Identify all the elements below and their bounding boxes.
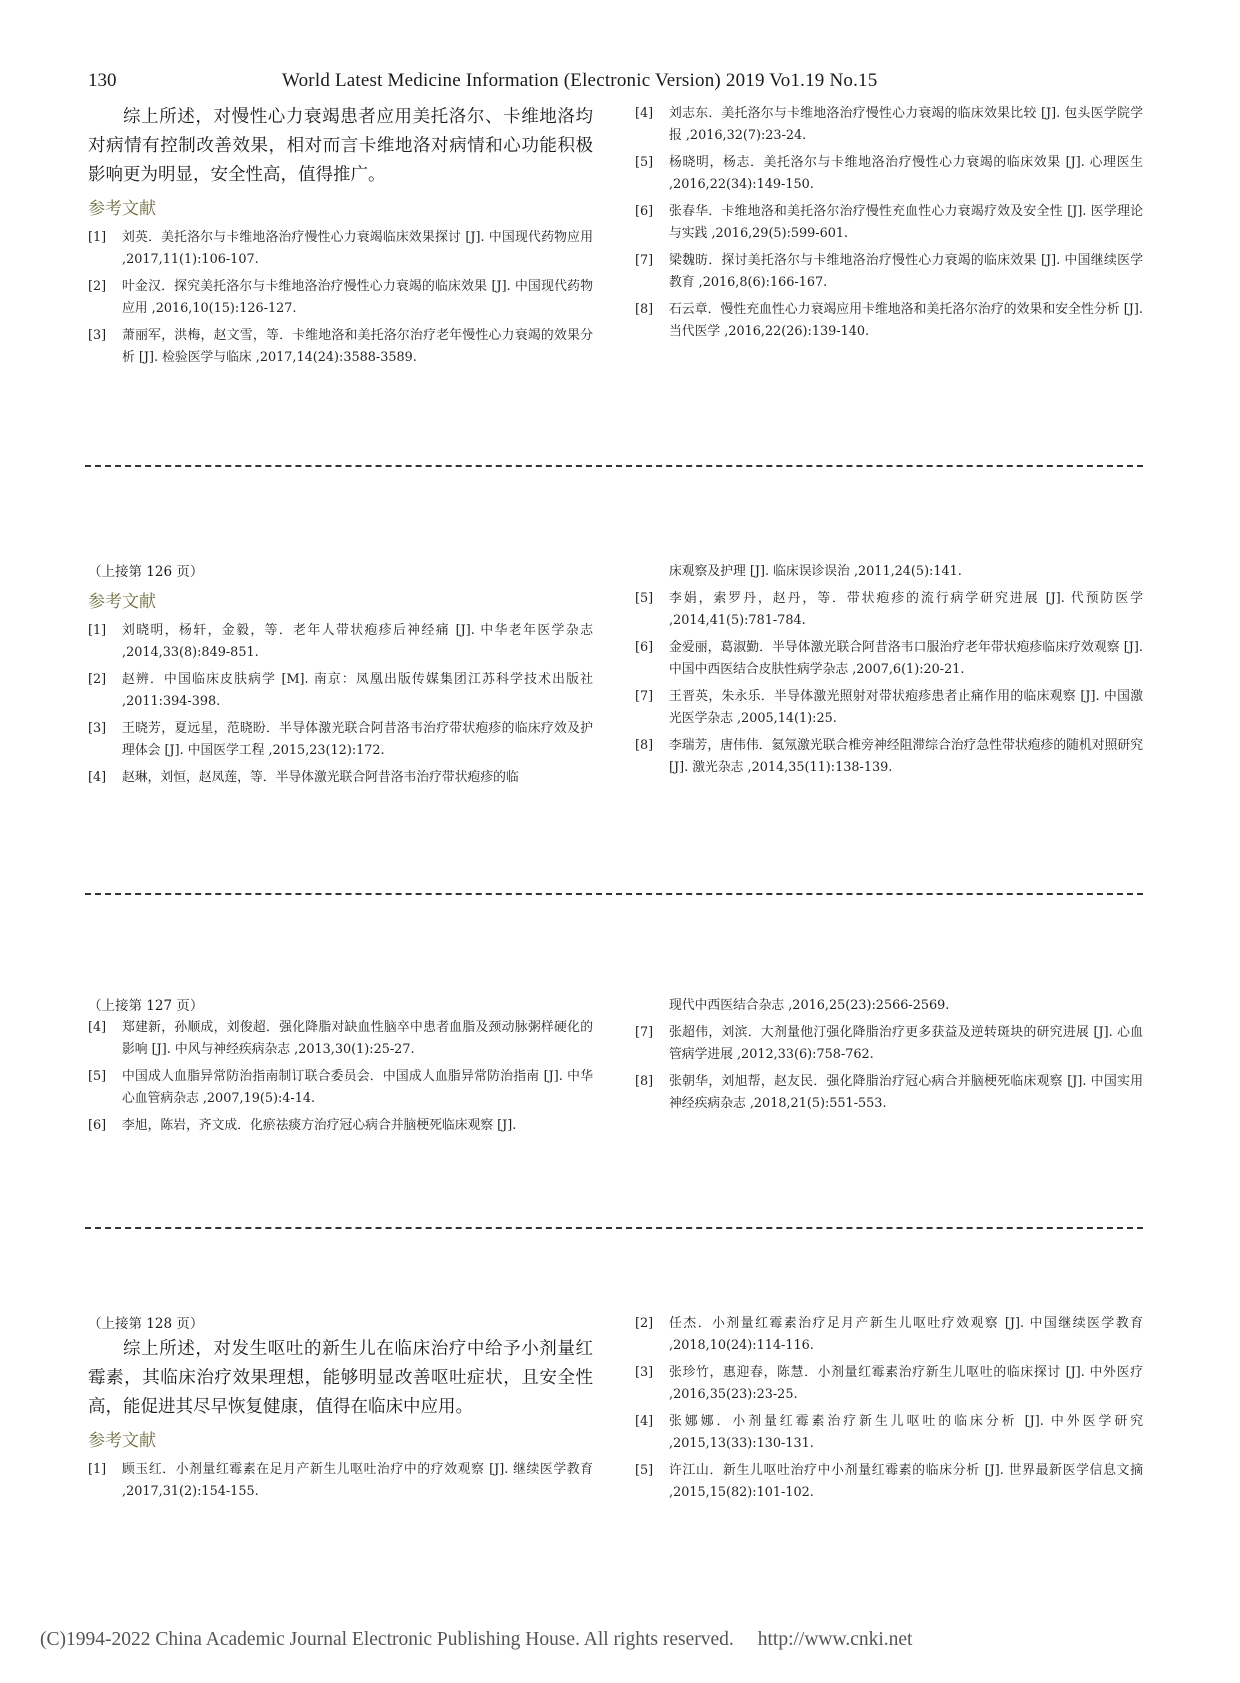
- reference-text: 梁魏昉．探讨美托洛尔与卡维地洛治疗慢性心力衰竭的临床效果 [J]. 中国继续医学教育 ,2016,8(6):166-167.: [669, 253, 1143, 290]
- reference-item: [88, 718, 593, 762]
- reference-number: [3]: [88, 721, 107, 736]
- reference-item: [635, 1022, 1143, 1066]
- reference-item: [88, 1017, 593, 1061]
- section-divider: [85, 465, 1143, 467]
- reference-text: 中国成人血脂异常防治指南制订联合委员会．中国成人血脂异常防治指南 [J]. 中华心血管病杂志 ,2007,19(5):4-14.: [122, 1069, 593, 1106]
- references-heading: 参考文献: [88, 592, 156, 612]
- reference-item: [88, 767, 593, 789]
- reference-number: [5]: [635, 1463, 654, 1478]
- reference-number: [7]: [635, 689, 654, 704]
- reference-item: [88, 620, 593, 664]
- right-column: [635, 103, 1143, 348]
- reference-text: 张娜娜．小剂量红霉素治疗新生儿呕吐的临床分析 [J]. 中外医学研究 ,2015,13(33):130-131.: [669, 1414, 1143, 1451]
- reference-item: [635, 735, 1143, 779]
- reference-text: 杨晓明，杨志．美托洛尔与卡维地洛治疗慢性心力衰竭的临床效果 [J]. 心理医生 ,2016,22(34):149-150.: [669, 155, 1143, 192]
- reference-number: [1]: [88, 623, 107, 638]
- conclusion-paragraph: 综上所述，对发生呕吐的新生儿在临床治疗中给予小剂量红霉素，其临床治疗效果理想，能够明显改善呕吐症状，且安全性高，能促进其尽早恢复健康，值得在临床中应用。: [88, 1339, 593, 1417]
- reference-number: [5]: [635, 591, 654, 606]
- page-header: [0, 70, 1240, 100]
- right-column: [635, 1313, 1143, 1509]
- reference-item: [635, 103, 1143, 147]
- journal-title: World Latest Medicine Information (Electronic Version) 2019 Vo1.19 No.15: [282, 70, 878, 91]
- reference-number: [4]: [88, 1020, 107, 1035]
- reference-text: 顾玉红．小剂量红霉素在足月产新生儿呕吐治疗中的疗效观察 [J]. 继续医学教育 ,2017,31(2):154-155.: [122, 1462, 593, 1499]
- reference-text: 李娟，索罗丹，赵丹，等．带状疱疹的流行病学研究进展 [J]. 代预防医学 ,2014,41(5):781-784.: [669, 591, 1143, 628]
- left-column: [88, 103, 593, 374]
- reference-item: [88, 325, 593, 369]
- continuation-note: （上接第 127 页）: [88, 998, 204, 1014]
- reference-number: [3]: [635, 1365, 654, 1380]
- reference-number: [4]: [635, 106, 654, 121]
- continuation-note: （上接第 126 页）: [88, 564, 204, 580]
- reference-number: [6]: [635, 204, 654, 219]
- reference-number: [3]: [88, 328, 107, 343]
- reference-number: [6]: [88, 1118, 107, 1133]
- reference-continuation: 现代中西医结合杂志 ,2016,25(23):2566-2569.: [669, 998, 950, 1013]
- copyright-text: (C)1994-2022 China Academic Journal Electronic Publishing House. All rights reserved.: [40, 1629, 734, 1650]
- reference-number: [4]: [88, 770, 107, 785]
- reference-item: [635, 152, 1143, 196]
- reference-number: [8]: [635, 1074, 654, 1089]
- copyright-footer: [40, 1629, 1200, 1651]
- section-divider: [85, 1227, 1143, 1229]
- reference-number: [8]: [635, 302, 654, 317]
- reference-number: [1]: [88, 1462, 107, 1477]
- reference-text: 郑建新，孙顺成，刘俊超．强化降脂对缺血性脑卒中患者血脂及颈动脉粥样硬化的影响 [J]. 中风与神经疾病杂志 ,2013,30(1):25-27.: [122, 1020, 593, 1057]
- reference-item: [635, 250, 1143, 294]
- reference-number: [8]: [635, 738, 654, 753]
- reference-text: 任杰．小剂量红霉素治疗足月产新生儿呕吐疗效观察 [J]. 中国继续医学教育 ,2018,10(24):114-116.: [669, 1316, 1143, 1353]
- right-column: [635, 995, 1143, 1120]
- section-divider: [85, 893, 1143, 895]
- reference-text: 赵琳，刘恒，赵凤莲，等．半导体激光联合阿昔洛韦治疗带状疱疹的临: [122, 770, 519, 785]
- reference-item: [635, 299, 1143, 343]
- reference-text: 张珍竹，惠迎春，陈慧．小剂量红霉素治疗新生儿呕吐的临床探讨 [J]. 中外医疗 ,2016,35(23):23-25.: [669, 1365, 1143, 1402]
- reference-number: [6]: [635, 640, 654, 655]
- reference-text: 刘志东．美托洛尔与卡维地洛治疗慢性心力衰竭的临床效果比较 [J]. 包头医学院学报 ,2016,32(7):23-24.: [669, 106, 1143, 143]
- reference-text: 金爱丽，葛淑勤．半导体激光联合阿昔洛韦口服治疗老年带状疱疹临床疗效观察 [J]. 中国中西医结合皮肤性病学杂志 ,2007,6(1):20-21.: [669, 640, 1143, 677]
- references-heading: 参考文献: [88, 1431, 156, 1451]
- reference-text: 萧丽军，洪梅，赵文雪，等．卡维地洛和美托洛尔治疗老年慢性心力衰竭的效果分析 [J]. 检验医学与临床 ,2017,14(24):3588-3589.: [122, 328, 593, 365]
- reference-item: [635, 1411, 1143, 1455]
- reference-number: [4]: [635, 1414, 654, 1429]
- reference-item: [635, 1362, 1143, 1406]
- reference-number: [5]: [635, 155, 654, 170]
- reference-number: [2]: [88, 672, 107, 687]
- reference-text: 王晋英，朱永乐．半导体激光照射对带状疱疹患者止痛作用的临床观察 [J]. 中国激光医学杂志 ,2005,14(1):25.: [669, 689, 1143, 726]
- left-column: [88, 995, 593, 1142]
- reference-item: [88, 1115, 593, 1137]
- reference-item: [635, 201, 1143, 245]
- reference-item: [635, 1460, 1143, 1504]
- reference-item: [88, 1066, 593, 1110]
- reference-text: 许江山．新生儿呕吐治疗中小剂量红霉素的临床分析 [J]. 世界最新医学信息文摘 ,2015,15(82):101-102.: [669, 1463, 1143, 1500]
- reference-text: 石云章．慢性充血性心力衰竭应用卡维地洛和美托洛尔治疗的效果和安全性分析 [J]. 当代医学 ,2016,22(26):139-140.: [669, 302, 1143, 339]
- reference-number: [2]: [88, 279, 107, 294]
- reference-number: [2]: [635, 1316, 654, 1331]
- cnki-link[interactable]: http://www.cnki.net: [757, 1629, 913, 1650]
- reference-item: [635, 637, 1143, 681]
- left-column: [88, 561, 593, 794]
- reference-text: 李旭，陈岩，齐文成．化瘀祛痰方治疗冠心病合并脑梗死临床观察 [J].: [122, 1118, 517, 1133]
- reference-item: [635, 686, 1143, 730]
- conclusion-paragraph: 综上所述，对慢性心力衰竭患者应用美托洛尔、卡维地洛均对病情有控制改善效果，相对而言卡维地洛对病情和心功能积极影响更为明显，安全性高，值得推广。: [88, 107, 593, 185]
- reference-number: [1]: [88, 230, 107, 245]
- reference-number: [7]: [635, 1025, 654, 1040]
- reference-item: [635, 1313, 1143, 1357]
- reference-item: [88, 227, 593, 271]
- reference-text: 张朝华，刘旭帮，赵友民．强化降脂治疗冠心病合并脑梗死临床观察 [J]. 中国实用神经疾病杂志 ,2018,21(5):551-553.: [669, 1074, 1143, 1111]
- continuation-note: （上接第 128 页）: [88, 1316, 204, 1332]
- references-heading: 参考文献: [88, 199, 156, 219]
- reference-continuation: 床观察及护理 [J]. 临床误诊误治 ,2011,24(5):141.: [669, 564, 962, 579]
- left-column: [88, 1313, 593, 1508]
- reference-number: [5]: [88, 1069, 107, 1084]
- reference-item: [88, 669, 593, 713]
- reference-text: 李瑞芳，唐伟伟．氦氖激光联合椎旁神经阻滞综合治疗急性带状疱疹的随机对照研究 [J]. 激光杂志 ,2014,35(11):138-139.: [669, 738, 1143, 775]
- right-column: [635, 561, 1143, 784]
- reference-text: 刘晓明，杨轩，金毅，等．老年人带状疱疹后神经痛 [J]. 中华老年医学杂志 ,2014,33(8):849-851.: [122, 623, 593, 660]
- reference-item: [635, 588, 1143, 632]
- reference-text: 叶金汉．探究美托洛尔与卡维地洛治疗慢性心力衰竭的临床效果 [J]. 中国现代药物应用 ,2016,10(15):126-127.: [122, 279, 593, 316]
- reference-text: 刘英．美托洛尔与卡维地洛治疗慢性心力衰竭临床效果探讨 [J]. 中国现代药物应用 ,2017,11(1):106-107.: [122, 230, 593, 267]
- reference-item: [635, 1071, 1143, 1115]
- reference-item: [88, 1459, 593, 1503]
- reference-text: 张春华．卡维地洛和美托洛尔治疗慢性充血性心力衰竭疗效及安全性 [J]. 医学理论与实践 ,2016,29(5):599-601.: [669, 204, 1143, 241]
- page-number: 130: [88, 70, 117, 91]
- reference-text: 张超伟，刘滨．大剂量他汀强化降脂治疗更多获益及逆转斑块的研究进展 [J]. 心血管病学进展 ,2012,33(6):758-762.: [669, 1025, 1143, 1062]
- reference-item: [88, 276, 593, 320]
- reference-text: 王晓芳，夏远星，范晓盼．半导体激光联合阿昔洛韦治疗带状疱疹的临床疗效及护理体会 [J]. 中国医学工程 ,2015,23(12):172.: [122, 721, 593, 758]
- reference-number: [7]: [635, 253, 654, 268]
- reference-text: 赵辨．中国临床皮肤病学 [M]. 南京：凤凰出版传媒集团江苏科学技术出版社 ,2011:394-398.: [122, 672, 593, 709]
